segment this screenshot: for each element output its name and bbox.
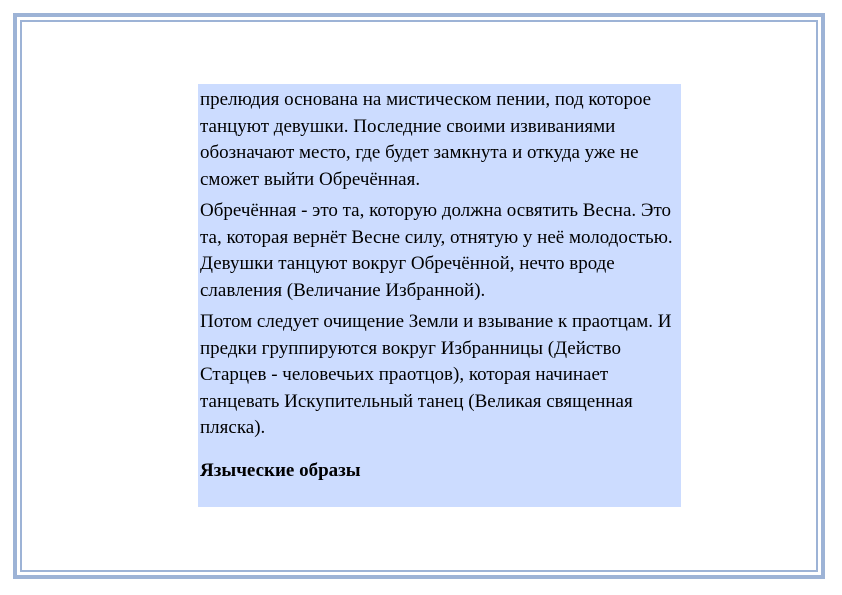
paragraph-prelude: прелюдия основана на мистическом пении, под которое танцуют девушки. Последние своими извиваниями обозначают место, где будет замкнута и откуда уже не сможет выйти Обречённая. xyxy=(200,89,652,190)
text-box xyxy=(198,84,681,507)
paragraph-chosen-one: Обречённая - это та, которую должна освятить Весна. Это та, которая вернёт Весне силу, отнятую у неё молодостью. Девушки танцуют вокруг Обречённой, нечто вроде славления (Величание Избранной). xyxy=(200,200,673,301)
section-heading: Языческие образы xyxy=(200,459,361,481)
paragraph-ancestors: Потом следует очищение Земли и взывание к праотцам. И предки группируются вокруг Избранницы (Действо Старцев - человечьих праотцов), которая начинает танцевать Искупительный танец (Великая священная пляска). xyxy=(200,311,672,438)
